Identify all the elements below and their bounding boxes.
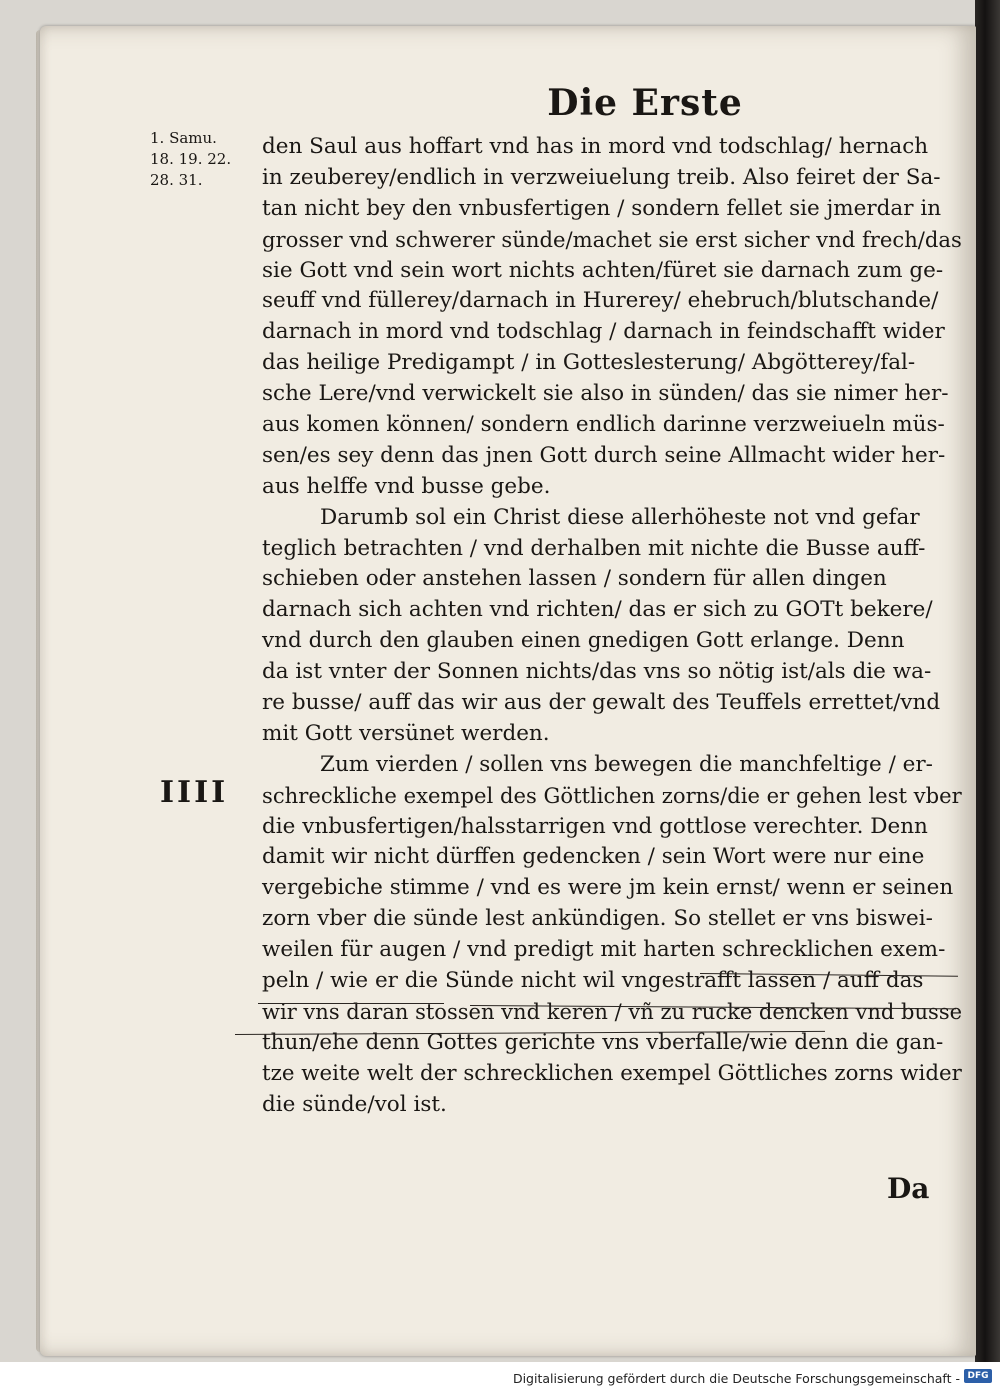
- text-line: vergebiche stimme / vnd es were jm kein ernst/ wenn er seinen: [262, 875, 954, 901]
- text-line: die sünde/vol ist.: [262, 1091, 447, 1117]
- catchword: Da: [887, 1172, 930, 1205]
- text-line: da ist vnter der Sonnen nichts/das vns so nötig ist/als die wa-: [262, 659, 932, 685]
- text-line: tze weite welt der schrecklichen exempel Göttliches zorns wider: [262, 1060, 962, 1086]
- text-line: sche Lere/vnd verwickelt sie also in sünden/ das sie nimer her-: [262, 381, 949, 407]
- text-line: seuff vnd füllerey/darnach in Hurerey/ ehebruch/blutschande/: [262, 288, 939, 314]
- text-line: das heilige Predigampt / in Gotteslesterung/ Abgötterey/fal-: [262, 350, 916, 376]
- text-line: weilen für augen / vnd predigt mit harten schrecklichen exem-: [262, 937, 946, 963]
- funding-credit: Digitalisierung gefördert durch die Deutsche Forschungsgemeinschaft -: [512, 1371, 960, 1386]
- book-spine: [975, 0, 1000, 1362]
- marginal-reference-line: 28. 31.: [150, 171, 203, 189]
- text-line: schieben oder anstehen lassen / sondern für allen dingen: [262, 566, 887, 592]
- text-line: damit wir nicht dürffen gedencken / sein Wort were nur eine: [262, 844, 925, 870]
- section-numeral: IIII: [160, 775, 229, 810]
- handwritten-underline: [258, 1003, 444, 1004]
- text-line: Darumb sol ein Christ diese allerhöheste not vnd gefar: [320, 504, 920, 530]
- text-line: re busse/ auff das wir aus der gewalt des Teuffels errettet/vnd: [262, 690, 941, 716]
- running-head: Die Erste: [547, 82, 743, 124]
- text-line: wir vns daran stossen vnd keren / vñ zu rucke dencken vnd busse: [262, 998, 963, 1024]
- footer-bar: [0, 1362, 1000, 1391]
- marginal-reference-line: 1. Samu.: [150, 129, 217, 147]
- text-line: die vnbusfertigen/halsstarrigen vnd gottlose verechter. Denn: [262, 813, 928, 839]
- text-line: aus komen können/ sondern endlich darinne verzweiueln müs-: [262, 412, 945, 438]
- text-line: den Saul aus hoffart vnd has in mord vnd todschlag/ hernach: [262, 134, 929, 159]
- text-line: vnd durch den glauben einen gnedigen Gott erlange. Denn: [262, 628, 905, 654]
- text-line: teglich betrachten / vnd derhalben mit nichte die Busse auff-: [262, 535, 926, 561]
- text-line: peln / wie er die Sünde nicht wil vngestrafft lassen / auff das: [262, 968, 924, 994]
- text-line: darnach sich achten vnd richten/ das er sich zu GOTt bekere/: [262, 597, 933, 623]
- text-line: sie Gott vnd sein wort nichts achten/füret sie darnach zum ge-: [262, 257, 944, 283]
- text-line: grosser vnd schwerer sünde/machet sie erst sicher vnd frech/das: [262, 226, 962, 252]
- text-line: mit Gott versünet werden.: [262, 720, 550, 746]
- marginal-reference-line: 18. 19. 22.: [150, 150, 232, 168]
- text-line: in zeuberey/endlich in verzweiuelung treib. Also feiret der Sa-: [262, 164, 941, 190]
- text-line: darnach in mord vnd todschlag / darnach in feindschafft wider: [262, 319, 945, 345]
- body-text: [262, 132, 963, 1121]
- text-line: sen/es sey denn das jnen Gott durch seine Allmacht wider her-: [262, 442, 946, 468]
- text-line: thun/ehe denn Gottes gerichte vns vberfalle/wie denn die gan-: [262, 1029, 944, 1055]
- text-line: aus helffe vnd busse gebe.: [262, 473, 551, 499]
- text-line: tan nicht bey den vnbusfertigen / sondern fellet sie jmerdar in: [262, 195, 942, 221]
- text-line: schreckliche exempel des Göttlichen zorns/die er gehen lest vber: [262, 782, 962, 808]
- text-line: zorn vber die sünde lest ankündigen. So stellet er vns biswei-: [262, 906, 933, 932]
- text-line: Zum vierden / sollen vns bewegen die manchfeltige / er-: [320, 751, 933, 777]
- marginal-reference: [150, 128, 231, 191]
- dfg-logo-icon: DFG: [964, 1369, 992, 1383]
